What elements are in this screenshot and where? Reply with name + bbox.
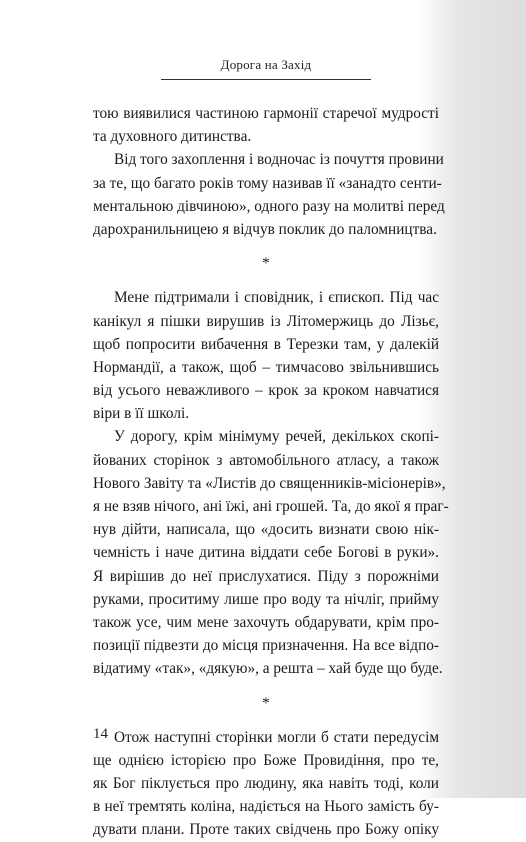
running-title: Дорога на Захід <box>220 57 312 72</box>
text-line: відатиму «так», «дякую», а решта – хай буде що буде. <box>93 660 443 678</box>
text-line: ще однією історією про Боже Провидіння, про те, <box>93 751 439 769</box>
section-separator: * <box>262 255 270 273</box>
text-line: позиції підвезти до місця призначення. На все відпо- <box>93 637 439 655</box>
text-line: У дорогу, крім мінімуму речей, декількох скопі- <box>114 428 439 446</box>
text-line: я не взяв нічого, ані їжі, ані грошей. Та, до якої я праг- <box>93 498 449 515</box>
spacer <box>93 275 439 286</box>
spacer <box>93 241 439 252</box>
text-line: також усе, чим мене захочуть обдарувати, крім про- <box>93 613 439 631</box>
text-line: чемність і наче дитина віддати себе Богові в руки». <box>93 544 439 562</box>
text-line: дувати плани. Проте таких свідчень про Божу опіку <box>93 821 439 839</box>
text-line: Нового Завіту та «Листів до священників-місіонерів», <box>93 474 446 492</box>
text-line: канікул я пішки вирушив із Літомержиць до Лізьє, <box>93 312 439 330</box>
text-line: Отож наступні сторінки могли б стати передусім <box>114 728 439 746</box>
spacer <box>93 681 439 692</box>
section-separator: * <box>262 694 270 712</box>
text-line: Нормандії, а також, щоб – тимчасово звільнившись <box>93 358 439 376</box>
text-line: дарохранильницею я відчув поклик до паломництва. <box>93 220 437 238</box>
text-line: в неї тремтять коліна, надіється на Нього замість бу- <box>93 798 439 816</box>
text-line: Від того захоплення і водночас із почуття провини <box>114 151 444 169</box>
text-line: та духовного дитинства. <box>93 128 252 146</box>
text-line: нув дійти, написала, що «досить визнати свою нік- <box>93 521 439 539</box>
text-line: щоб попросити вибачення в Терезки там, у далекій <box>93 335 439 353</box>
text-line: за те, що багато років тому називав її «занадто сенти- <box>93 174 442 192</box>
header-rule <box>161 79 371 80</box>
text-line: від усього неважливого – крок за кроком навчатися <box>93 382 439 400</box>
text-line: як Бог піклується про людину, яка навіть тоді, коли <box>93 775 439 793</box>
text-line: тою виявилися частиною гармонії старечої мудрості <box>93 105 439 122</box>
text-line: Мене підтримали і сповідник, і єпископ. Під час <box>114 289 439 307</box>
spacer <box>93 715 439 726</box>
page-number: 14 <box>93 726 108 742</box>
text-line: йованих сторінок з автомобільного атласу, а також <box>93 451 439 469</box>
text-line: руками, проситиму лише про воду та нічліг, прийму <box>93 590 439 608</box>
text-line: Я вирішив до неї прислухатися. Піду з порожніми <box>93 567 439 585</box>
body-text <box>93 102 449 842</box>
text-line: віри в її школі. <box>93 405 190 423</box>
text-line: ментальною дівчиною», одного разу на молитві перед <box>93 197 445 215</box>
